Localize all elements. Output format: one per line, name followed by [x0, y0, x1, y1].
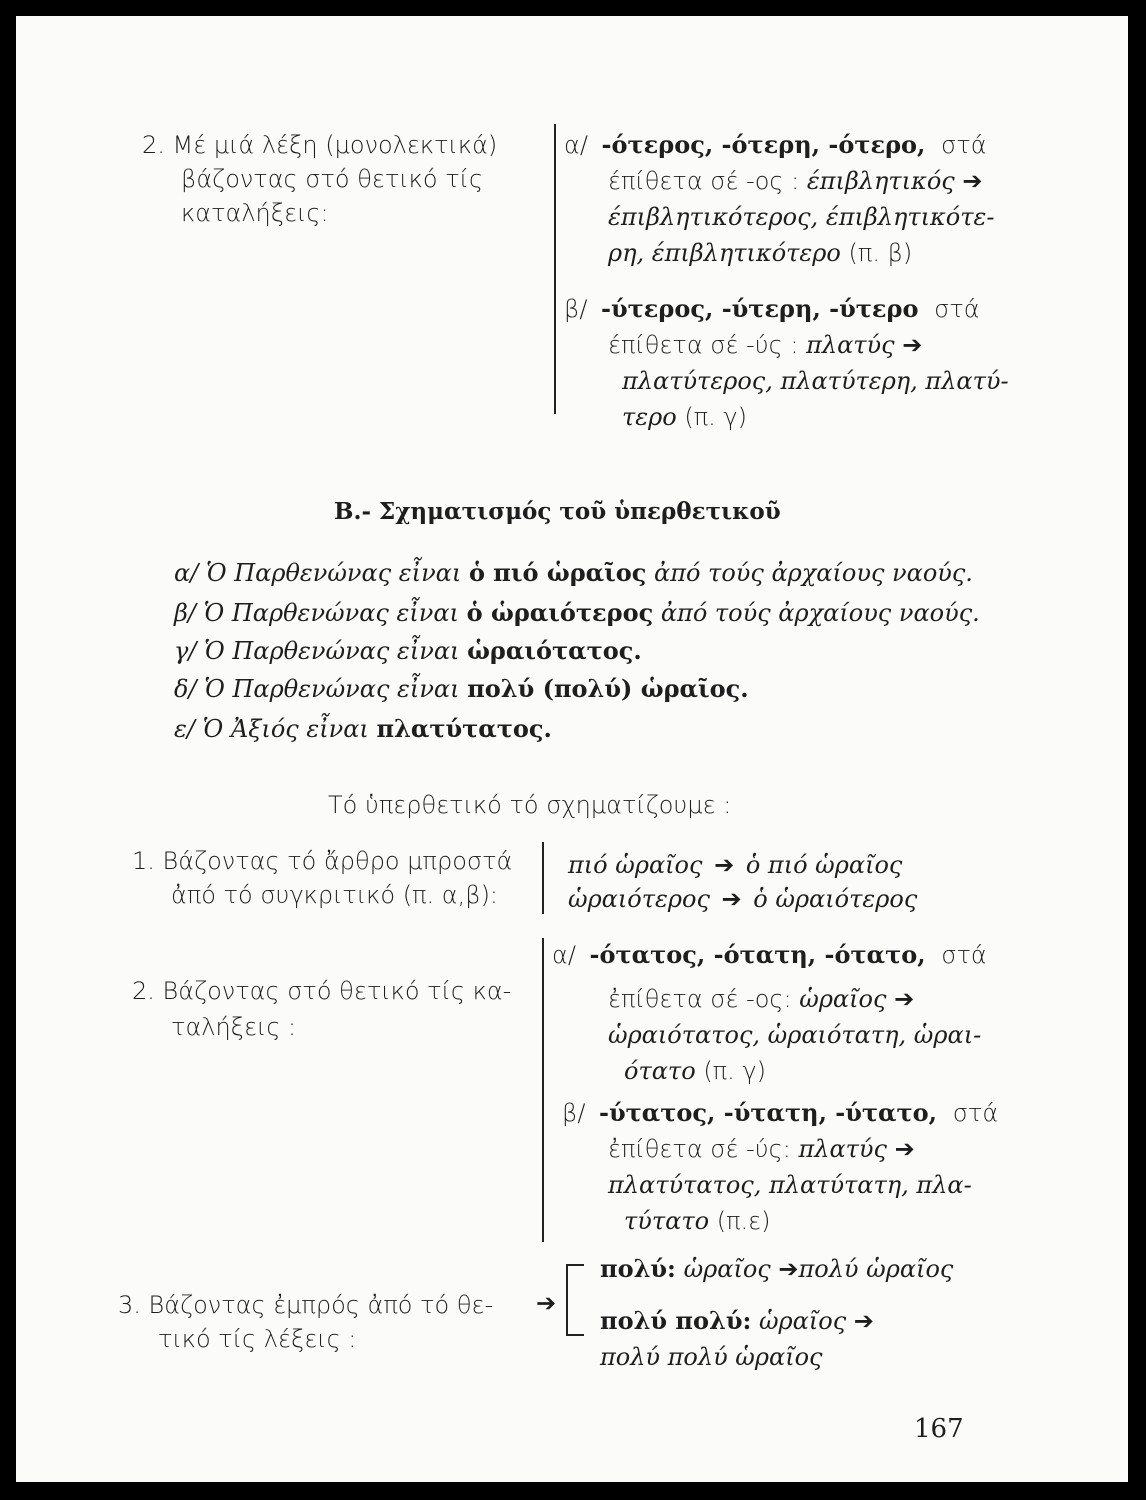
rule2-beta-line4-ital: τύτατο — [624, 1207, 710, 1235]
rule2-left-line2: ταλήξεις : — [171, 1013, 297, 1041]
example-bold: ὁ ὡραιότερος — [466, 598, 654, 627]
rule2-beta-line2 — [608, 1132, 915, 1166]
example-pre: Ὁ Παρθενώνας εἶναι — [203, 599, 459, 627]
example-pre: Ὁ Παρθενώνας εἶναι — [205, 559, 462, 587]
rule1-row2-a: ὡραιότερος — [568, 885, 710, 913]
example-post: ἀπό τούς ἀρχαίους ναούς. — [654, 559, 973, 587]
bracket-top — [566, 1264, 584, 1266]
page-number: 167 — [914, 1414, 964, 1444]
rule2-alpha-ref: (π. γ) — [703, 1057, 766, 1085]
sec-a-alpha-word: έπιβλητικός — [806, 167, 955, 195]
arrow-icon: ➔ — [778, 1255, 799, 1283]
sec-a-beta-prefix: έπίθετα σέ -ύς : — [608, 331, 799, 359]
rule2-beta-line1 — [562, 1096, 998, 1130]
rule3-opt2-b: πολύ πολύ ὡραῖος — [600, 1343, 823, 1371]
section-heading: Β.- Σχηματισμός τοῦ ὑπερθετικοῦ — [334, 498, 781, 525]
example-post: ἀπό τούς ἀρχαίους ναούς. — [660, 599, 980, 627]
example-bold: πολύ (πολύ) ὡραῖος. — [467, 674, 749, 703]
divider-line — [554, 124, 556, 414]
rule2-alpha-marker: α/ — [552, 941, 576, 969]
sec-a-beta-endings: -ύτερος, -ύτερη, -ύτερο — [601, 294, 919, 323]
rule2-beta-endings: -ύτατος, -ύτατη, -ύτατο, — [599, 1098, 938, 1127]
rule2-beta-line3: πλατύτατος, πλατύτατη, πλα- — [608, 1171, 972, 1199]
rule2-beta-word: πλατύς — [798, 1135, 887, 1163]
rule1-left-line2: ἀπό τό συγκριτικό (π. α,β): — [171, 881, 499, 909]
rule2-alpha-line4 — [624, 1054, 766, 1088]
sec-a-alpha-sta: στά — [941, 131, 987, 159]
example-marker: β/ — [174, 599, 196, 627]
example-c — [174, 634, 642, 668]
rule2-alpha-prefix: ἐπίθετα σέ -ος: — [608, 985, 792, 1013]
arrow-icon: ➔ — [853, 1307, 874, 1335]
rule2-alpha-word: ὡραῖος — [799, 985, 887, 1013]
sec-a-beta-line3: πλατύτερος, πλατύτερη, πλατύ- — [622, 367, 1009, 395]
rule3-left-line1: 3. Βάζοντας ἐμπρός ἀπό τό θε- — [118, 1291, 494, 1319]
rule1-row2-b: ὁ ὡραιότερος — [753, 885, 918, 913]
rule2-alpha-line1 — [552, 938, 987, 972]
sec-a-left-line2: βάζοντας στό θετικό τίς — [181, 165, 484, 193]
sec-a-left-line1: 2. Μέ μιά λέξη (μονολεκτικά) — [142, 131, 498, 159]
sec-a-beta-line1 — [564, 292, 980, 326]
sec-a-alpha-endings: -ότερος, -ότερη, -ότερο, — [601, 130, 926, 159]
example-marker: γ/ — [174, 637, 197, 665]
rule1-row2 — [568, 882, 917, 916]
arrow-icon: ➔ — [902, 331, 923, 359]
rule3-option2 — [600, 1304, 874, 1338]
rule1-row1-b: ὁ πιό ὡραῖος — [745, 851, 903, 879]
sec-a-beta-ref: (π. γ) — [684, 403, 747, 431]
rule1-row1 — [568, 848, 902, 882]
sec-a-alpha-line3: έπιβλητικότερος, έπιβλητικότε- — [608, 203, 995, 231]
sec-a-alpha-line2 — [608, 164, 982, 198]
rule2-alpha-line4-ital: ότατο — [624, 1057, 696, 1085]
bracket-bottom — [566, 1334, 584, 1336]
example-b — [174, 596, 980, 630]
example-pre: Ὁ Ἀξιός εἶναι — [202, 715, 369, 743]
arrow-icon: ➔ — [894, 1135, 915, 1163]
sec-a-beta-line4-ital: τερο — [622, 403, 677, 431]
example-marker: ε/ — [174, 715, 195, 743]
sec-a-alpha-line1 — [564, 128, 987, 162]
rule2-beta-sta: στά — [952, 1099, 999, 1127]
example-bold: ὡραιότατος. — [467, 636, 642, 665]
example-bold: ὁ πιό ὡραῖος — [468, 558, 647, 587]
example-d — [174, 672, 749, 706]
rule1-row1-a: πιό ὡραῖος — [568, 851, 703, 879]
sec-a-alpha-line4-ital: ρη, έπιβλητικότερο — [608, 239, 841, 267]
example-bold: πλατύτατος. — [376, 714, 552, 743]
rule2-alpha-sta: στά — [941, 941, 987, 969]
rule2-divider — [542, 938, 544, 1242]
rule2-alpha-line3: ὡραιότατος, ὡραιότατη, ὡραι- — [608, 1021, 982, 1049]
arrow-icon: ➔ — [721, 885, 742, 913]
rule3-opt1-bold: πολύ: — [600, 1254, 676, 1283]
sec-a-beta-line2 — [608, 328, 922, 362]
arrow-icon: ➔ — [536, 1289, 557, 1317]
rule3-option1 — [600, 1252, 953, 1286]
rule2-beta-ref: (π.ε) — [716, 1207, 771, 1235]
superlative-intro: Τό ὑπερθετικό τό σχηματίζουμε : — [328, 791, 732, 819]
example-e — [174, 712, 552, 746]
rule3-opt1-b: πολύ ὡραῖος — [798, 1255, 954, 1283]
sec-a-beta-sta: στά — [934, 295, 980, 323]
sec-a-alpha-line4 — [608, 236, 912, 270]
example-pre: Ὁ Παρθενώνας εἶναι — [204, 675, 460, 703]
rule1-left-line1: 1. Βάζοντας τό ἄρθρο μπροστά — [132, 847, 513, 875]
rule3-left-line2: τικό τίς λέξεις : — [158, 1325, 357, 1353]
sec-a-beta-line4 — [622, 400, 747, 434]
bracket — [566, 1264, 568, 1336]
arrow-icon: ➔ — [894, 985, 915, 1013]
rule2-left-line1: 2. Βάζοντας στό θετικό τίς κα- — [132, 977, 512, 1005]
example-marker: δ/ — [174, 675, 197, 703]
rule2-alpha-line2 — [608, 982, 914, 1016]
rule2-beta-line4 — [624, 1204, 771, 1238]
rule2-alpha-endings: -ότατος, -ότατη, -ότατο, — [589, 940, 926, 969]
sec-a-beta-word: πλατύς — [806, 331, 895, 359]
rule1-divider — [542, 842, 544, 914]
arrow-icon: ➔ — [714, 851, 735, 879]
sec-a-alpha-prefix: έπίθετα σέ -ος : — [608, 167, 800, 195]
example-pre: Ὁ Παρθενώνας εἶναι — [204, 637, 460, 665]
sec-a-beta-marker: β/ — [564, 295, 588, 323]
arrow-icon: ➔ — [962, 167, 983, 195]
example-marker: α/ — [174, 559, 199, 587]
rule3-opt2-bold: πολύ πολύ: — [600, 1306, 752, 1335]
rule3-opt1-a: ὡραῖος — [683, 1255, 771, 1283]
book-page — [16, 16, 1128, 1482]
sec-a-alpha-marker: α/ — [564, 131, 588, 159]
example-a — [174, 556, 973, 590]
rule3-opt2-a: ὡραῖος — [758, 1307, 847, 1335]
rule2-beta-marker: β/ — [562, 1099, 586, 1127]
rule2-beta-prefix: ἐπίθετα σέ -ύς: — [608, 1135, 791, 1163]
sec-a-left-line3: καταλήξεις: — [181, 199, 329, 227]
sec-a-alpha-ref: (π. β) — [848, 239, 913, 267]
